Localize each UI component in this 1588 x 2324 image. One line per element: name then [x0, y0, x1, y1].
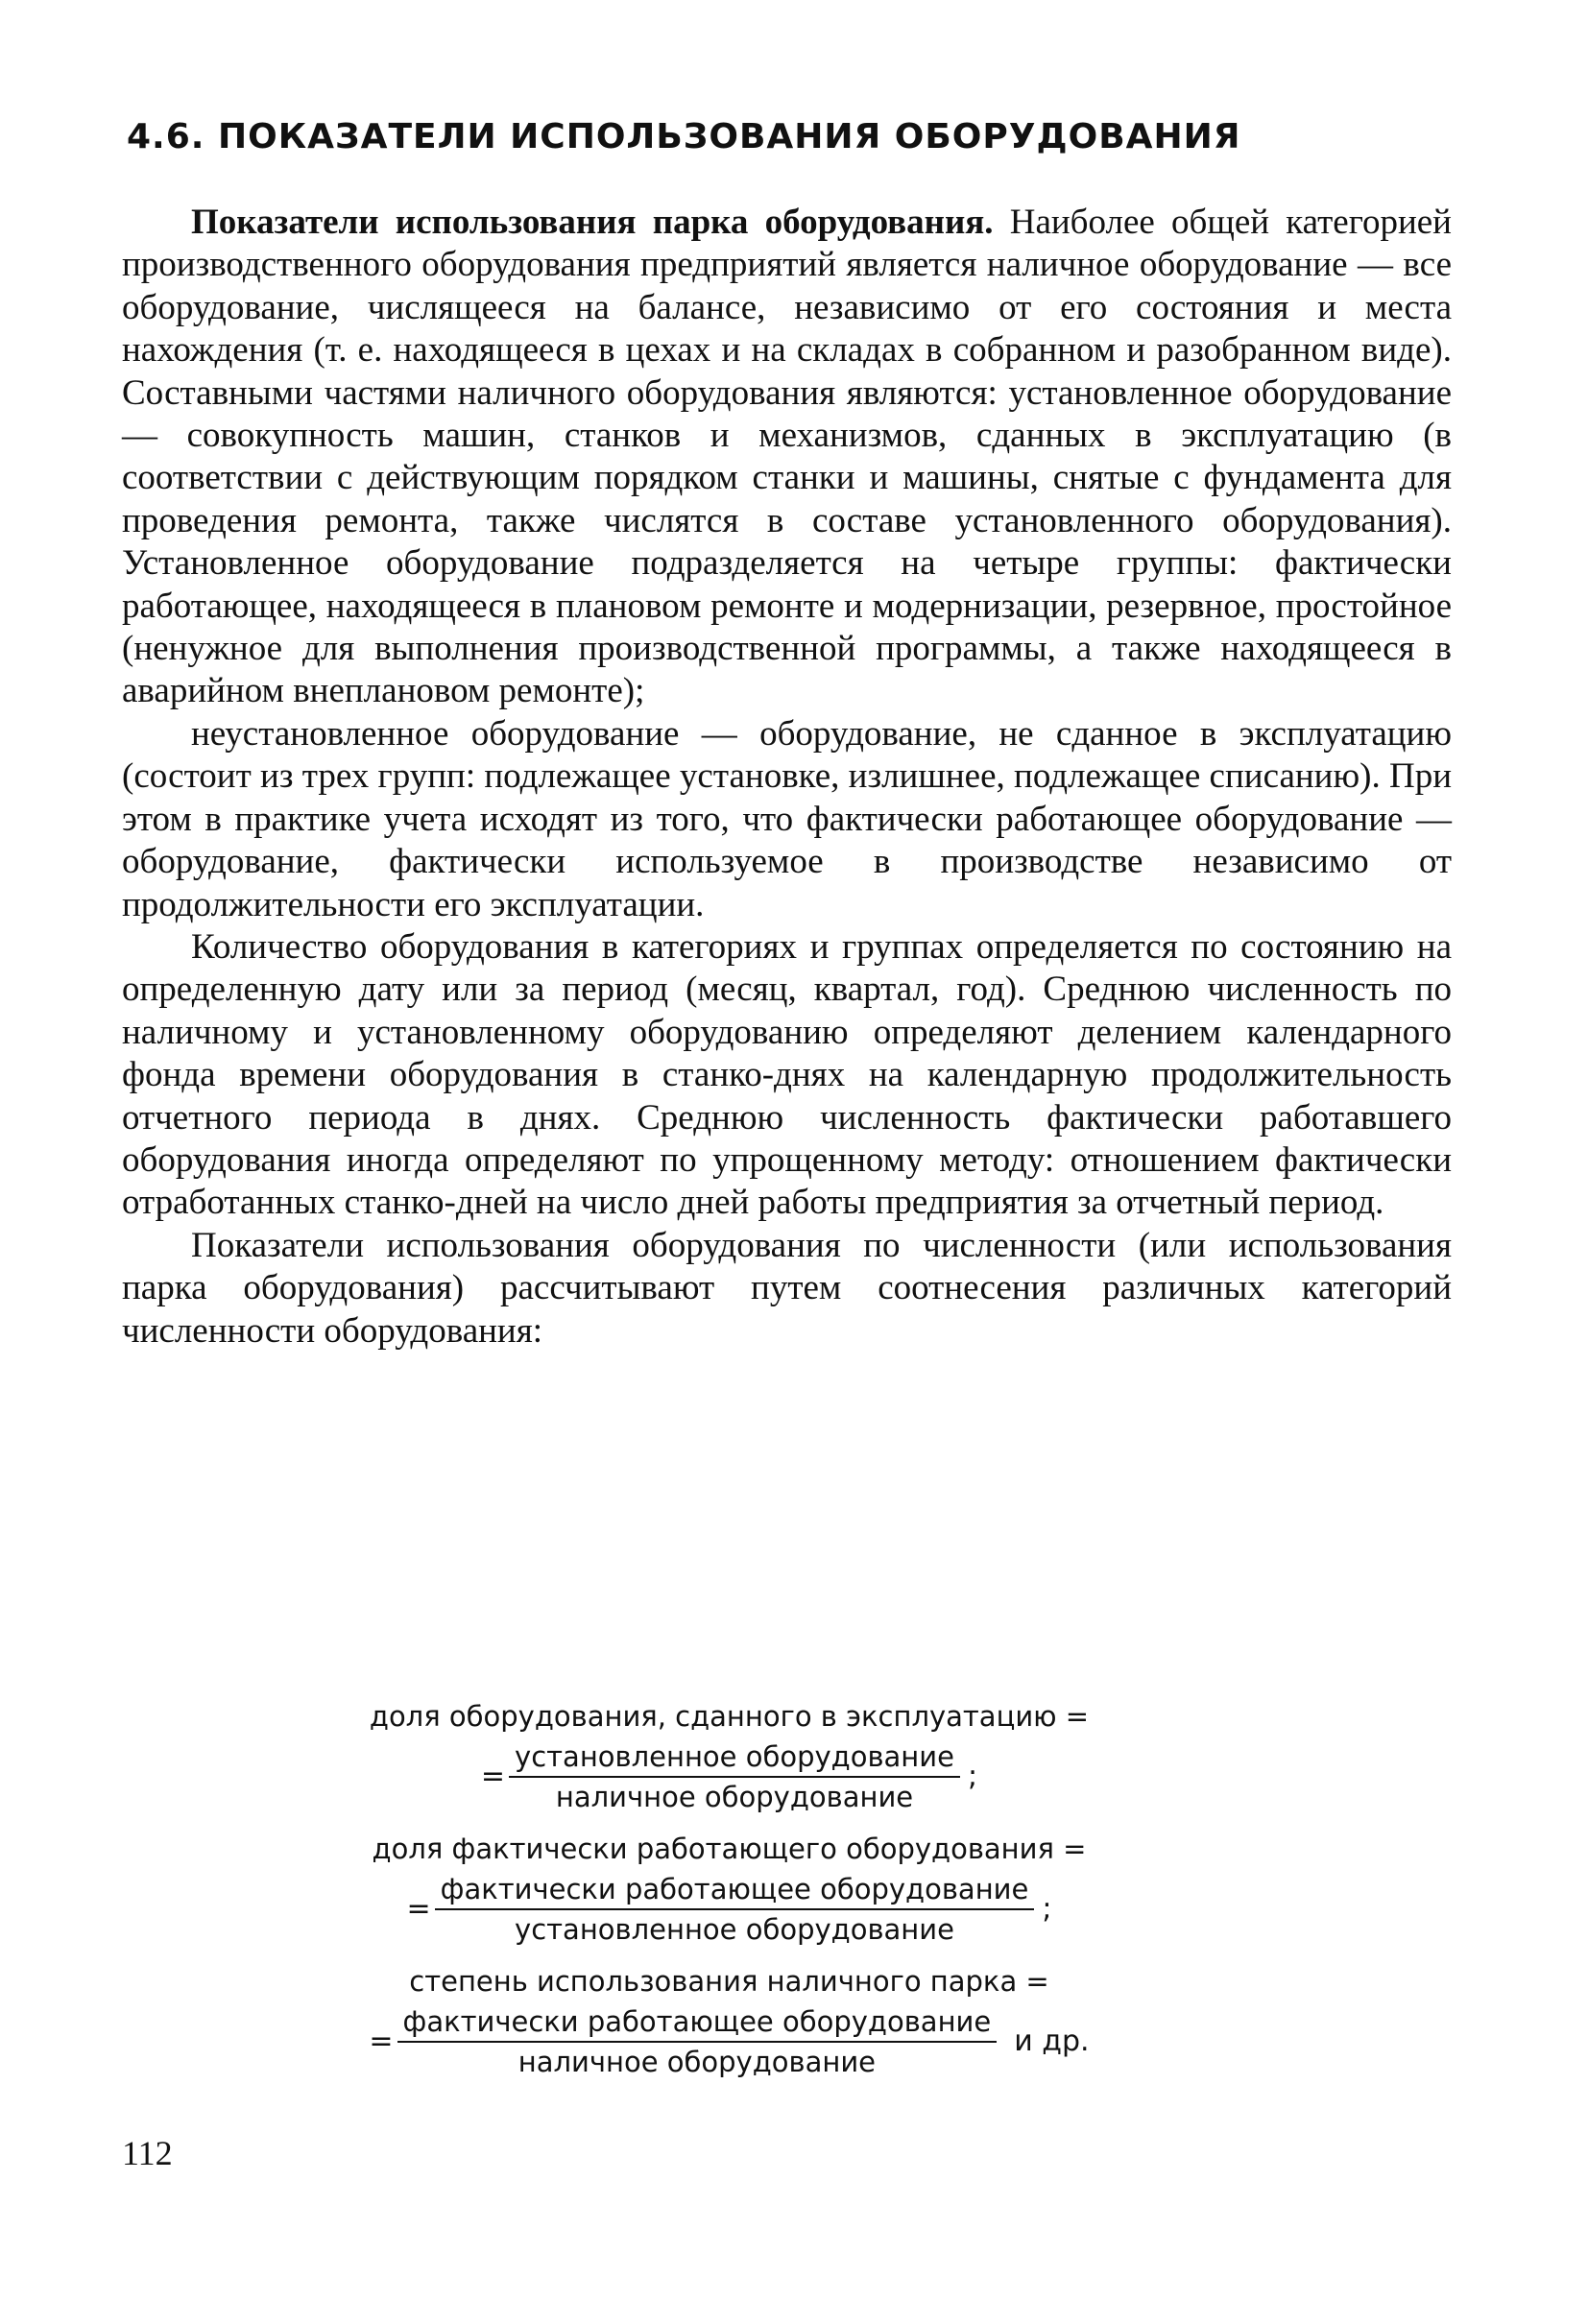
fraction-numerator: фактически работающее оборудование	[397, 2004, 998, 2043]
formula-block	[122, 1699, 1452, 2096]
body-text	[122, 202, 1452, 1353]
formula-punctuation: ;	[1042, 1892, 1052, 1926]
equals-sign: =	[369, 2025, 394, 2058]
formula-expression	[122, 1739, 1452, 1814]
formula-title: доля оборудования, сданного в эксплуатацию =	[369, 1700, 1090, 1733]
formula-title: степень использования наличного парка =	[409, 1965, 1049, 1998]
fraction-numerator: фактически работающее оборудование	[435, 1872, 1035, 1910]
paragraph-2	[122, 713, 1452, 926]
formula-tail: и др.	[1014, 2025, 1090, 2058]
section-heading: 4.6. ПОКАЗАТЕЛИ ИСПОЛЬЗОВАНИЯ ОБОРУДОВАНИЯ	[127, 117, 1241, 156]
formula-share-commissioned	[122, 1699, 1452, 1814]
paragraph-text: Наиболее общей категорией производственного оборудования предприятий является наличное оборудование — все оборудование, числящееся на балансе, независимо от его состояния и места нахождения (т. е. находящееся в цехах и на складах в собранном и разобранном виде). Составными частями наличного оборудования являются: установленное оборудование — совокупность машин, станков и механизмов, сданных в эксплуатацию (в соответствии с действующим порядком станки и машины, снятые с фундамента для проведения ремонта, также числятся в составе установленного оборудования). Установленное оборудование подразделяется на четыре группы: фактически работающее, находящееся в плановом ремонте и модернизации, резервное, простойное (ненужное для выполнения производственной программы, а также находящееся в аварийном внеплановом ремонте);	[122, 203, 1452, 711]
formula-share-working	[122, 1832, 1452, 1947]
page-number: 112	[122, 2134, 173, 2172]
paragraph-4	[122, 1225, 1452, 1353]
paragraph-text: неустановленное оборудование — оборудование, не сданное в эксплуатацию (состоит из трех групп: подлежащее установке, излишнее, подлежащее списанию). При этом в практике учета исходят из того, что фактически работающее оборудование — оборудование, фактически используемое в производстве независимо от продолжительности его эксплуатации.	[122, 713, 1452, 924]
fraction	[435, 1872, 1035, 1947]
equals-sign: =	[406, 1892, 431, 1926]
paragraph-text: Количество оборудования в категориях и группах определяется по состоянию на определенную дату или за период (месяц, квартал, год). Среднюю численность по наличному и установленному оборудованию определяют делением календарного фонда времени оборудования в станко-днях на календарную продолжительность отчетного периода в днях. Среднюю численность фактически работавшего оборудования иногда определяют по упрощенному методу: отношением фактически отработанных станко-дней на число дней работы предприятия за отчетный период.	[122, 926, 1452, 1223]
fraction-denominator: установленное оборудование	[515, 1913, 954, 1946]
paragraph-lead: Показатели использования парка оборудования.	[191, 203, 994, 242]
fraction-denominator: наличное оборудование	[555, 1781, 914, 1813]
formula-title: доля фактически работающего оборудования =	[372, 1833, 1087, 1865]
paragraph-3	[122, 926, 1452, 1225]
fraction	[397, 2004, 998, 2079]
fraction	[509, 1739, 960, 1814]
equals-sign: =	[480, 1760, 506, 1793]
formula-punctuation: ;	[967, 1760, 978, 1793]
formula-expression	[122, 1872, 1452, 1947]
fraction-denominator: наличное оборудование	[517, 2046, 877, 2078]
formula-park-utilization	[122, 1964, 1452, 2079]
paragraph-1	[122, 202, 1452, 713]
paragraph-text: Показатели использования оборудования по численности (или использования парка оборудования) рассчитывают путем соотнесения различных категорий численности оборудования:	[122, 1225, 1452, 1351]
formula-expression	[122, 2004, 1452, 2079]
fraction-numerator: установленное оборудование	[509, 1739, 960, 1778]
